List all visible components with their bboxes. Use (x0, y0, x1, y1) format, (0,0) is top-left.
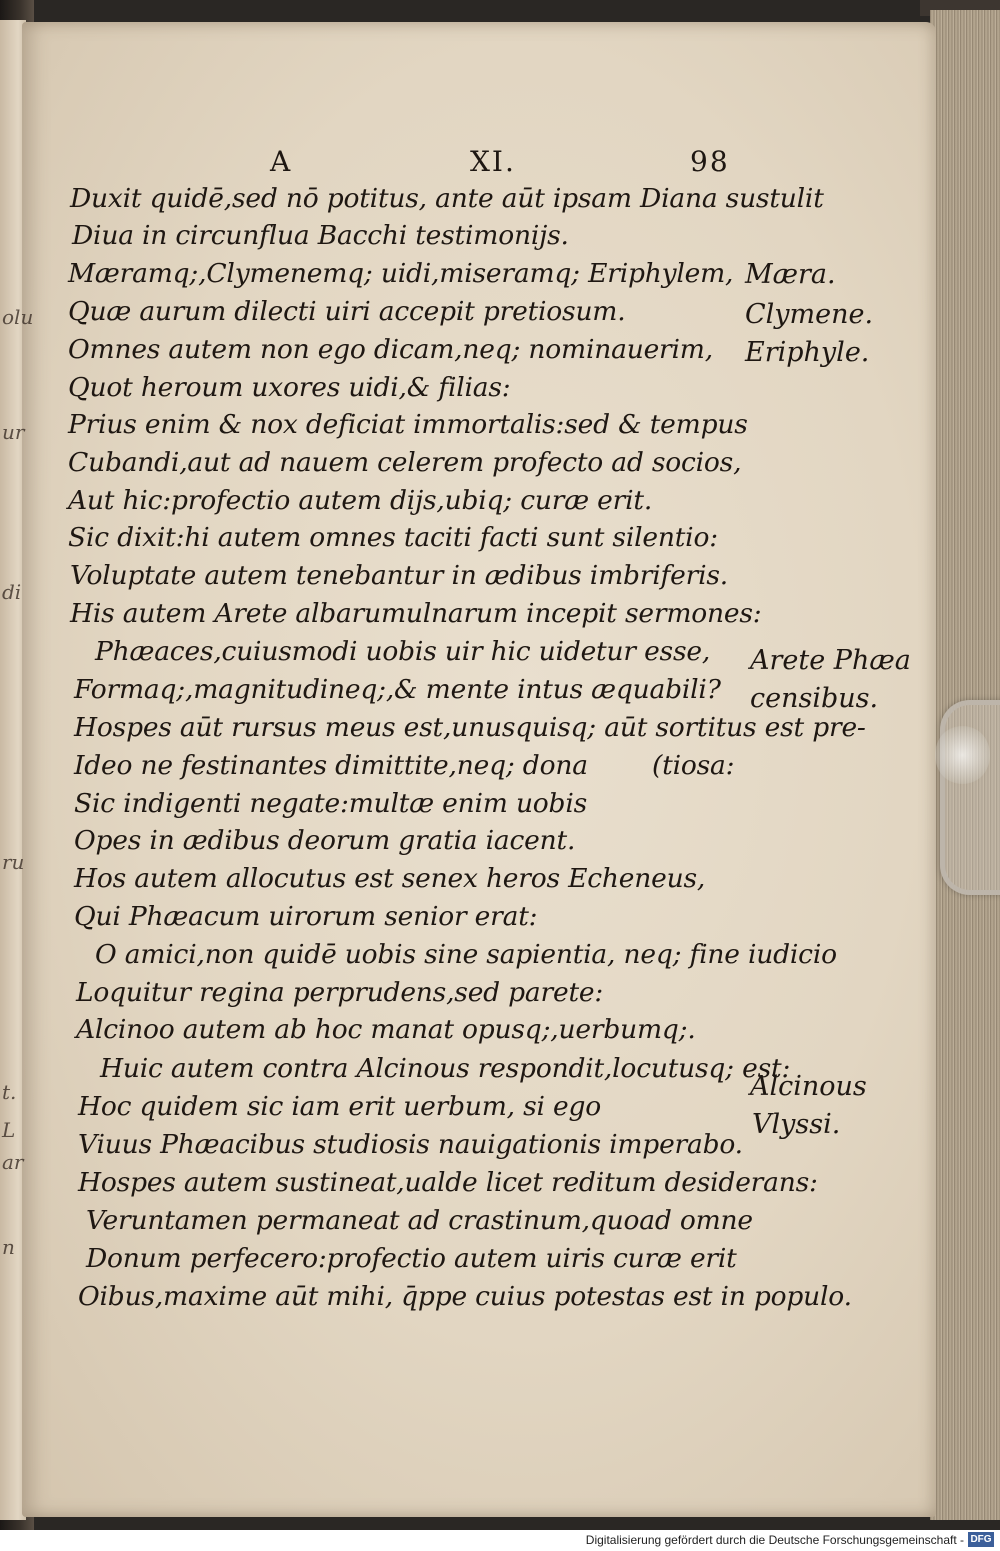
text-line: Hoc quidem sic iam erit uerbum, si ego (78, 1091, 602, 1122)
text-line: Omnes autem non ego dicam,neq; nominauerim, (68, 334, 713, 365)
text-line: Ideo ne festinantes dimittite,neq; dona (74, 750, 588, 781)
text-line: Cubandi,aut ad nauem celerem profecto ad socios, (68, 447, 742, 478)
text-line: Loquitur regina perprudens,sed parete: (76, 977, 604, 1008)
text-line: Hospes aūt rursus meus est,unusquisq; aūt sortitus est pre- (74, 712, 866, 743)
text-line: Aut hic:profectio autem dijs,ubiq; curæ erit. (68, 485, 653, 516)
gutter-fragment: L (2, 1118, 16, 1142)
margin-note-eriphyle: Eriphyle. (745, 337, 870, 368)
text-line: Hospes autem sustineat,ualde licet reditum desiderans: (78, 1167, 818, 1198)
text-line: Formaq;,magnitudineq;,& mente intus æquabili? (74, 674, 721, 705)
clasp-highlight (935, 725, 990, 785)
gutter-fragment: n (2, 1235, 15, 1259)
text-line: Phæaces,cuiusmodi uobis uir hic uidetur esse, (95, 636, 711, 667)
gutter-fragment: di (2, 580, 22, 604)
margin-note-arete: Arete Phæa (750, 645, 911, 676)
margin-note-clymene: Clymene. (745, 299, 874, 330)
text-line: O amici,non quidē uobis sine sapientia, neq; fine iudicio (95, 939, 837, 970)
text-line: Opes in ædibus deorum gratia iacent. (74, 825, 576, 856)
text-line: Qui Phæacum uirorum senior erat: (74, 901, 538, 932)
text-line: Quot heroum uxores uidi,& filias: (68, 372, 511, 403)
margin-note-maera: Mæra. (745, 259, 836, 290)
text-line: Diua in circunflua Bacchi testimonijs. (72, 220, 569, 251)
text-line: Voluptate autem tenebantur in ædibus imbriferis. (70, 560, 728, 591)
text-line: Hos autem allocutus est senex heros Echeneus, (74, 863, 706, 894)
text-line: Prius enim & nox deficiat immortalis:sed & tempus (68, 409, 748, 440)
gutter-fragment: t. (2, 1080, 17, 1104)
text-line: Oibus,maxime aūt mihi, q̄ppe cuius potestas est in populo. (78, 1281, 852, 1312)
page-number: 98 (690, 145, 730, 178)
text-line: Quæ aurum dilecti uiri accepit pretiosum. (68, 296, 626, 327)
text-line: Veruntamen permaneat ad crastinum,quoad omne (86, 1205, 753, 1236)
gutter-fragment: ru (2, 850, 25, 874)
text-line: Viuus Phæacibus studiosis nauigationis imperabo. (78, 1129, 743, 1160)
text-line: His autem Arete albarumulnarum incepit sermones: (70, 598, 762, 629)
margin-note-arete-cont: censibus. (750, 683, 879, 714)
funding-credit: Digitalisierung gefördert durch die Deutsche Forschungsgemeinschaft - (585, 1533, 964, 1547)
text-line: Mæramq;,Clymenemq; uidi,miseramq; Eriphylem, (68, 258, 734, 289)
chapter-number: XI. (470, 145, 516, 178)
margin-note-alcinous: Alcinous (750, 1071, 867, 1102)
text-line: Donum perfecero:profectio autem uiris curæ erit (86, 1243, 737, 1274)
margin-note-vlyssi: Vlyssi. (752, 1109, 841, 1140)
text-line: Huic autem contra Alcinous respondit,locutusq; est: (100, 1053, 791, 1084)
text-line: Alcinoo autem ab hoc manat opusq;,uerbumq;. (76, 1014, 696, 1045)
gutter-fragment: ur (2, 420, 25, 444)
text-line: Sic dixit:hi autem omnes taciti facti sunt silentio: (68, 522, 718, 553)
carryover-word: (tiosa: (652, 750, 735, 781)
gutter-fragment: olu (2, 305, 34, 329)
dfg-logo: DFG (968, 1532, 994, 1547)
gutter-fragment: ar (2, 1150, 24, 1174)
signature-mark: A (270, 145, 293, 178)
text-line: Duxit quidē,sed nō potitus, ante aūt ipsam Diana sustulit (70, 183, 824, 214)
text-line: Sic indigenti negate:multæ enim uobis (74, 788, 587, 819)
